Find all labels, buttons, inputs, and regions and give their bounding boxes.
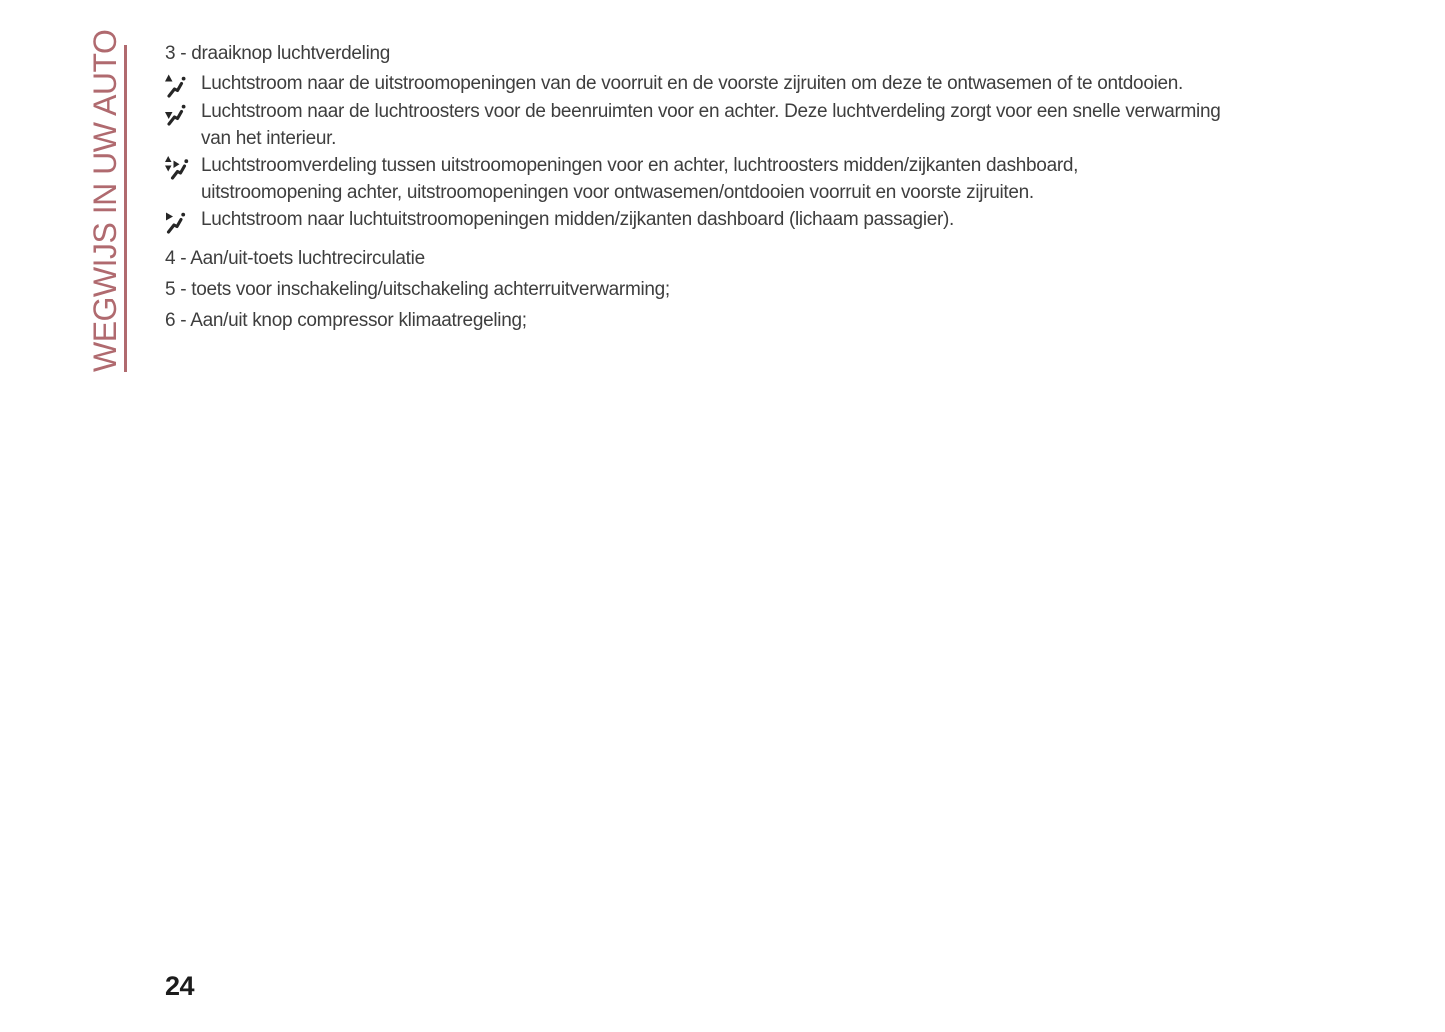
text-line: Luchtstroom naar luchtuitstroomopeningen midden/zijkanten dashboard (lichaam passagier). — [201, 209, 955, 230]
text-line: Luchtstroom naar de uitstroomopeningen van de voorruit en de voorste zijruiten om deze te ontwasemen of te ontdooien. — [201, 73, 1184, 94]
text-line: Luchtstroom naar de luchtroosters voor de beenruimten voor en achter. Deze luchtverdeling zorgt voor een snelle verwarming — [201, 101, 1221, 122]
manual-page-content — [164, 40, 1389, 336]
item-6-line: 6 - Aan/uit knop compressor klimaatregeling; — [165, 310, 527, 331]
text-line: van het interieur. — [201, 128, 337, 149]
airflow-item-dashboard — [164, 206, 1389, 234]
airflow-item-text — [201, 152, 1389, 206]
numbered-items-list — [164, 243, 1389, 336]
airflow-item-windshield — [164, 70, 1389, 98]
sidebar-rule-divider — [124, 45, 127, 372]
airflow-distribution-icon — [164, 152, 201, 180]
airflow-windshield-icon — [164, 70, 201, 98]
airflow-item-text — [201, 206, 1389, 233]
airflow-item-text — [201, 70, 1389, 97]
airflow-item-footwell — [164, 98, 1389, 152]
page-number: 24 — [165, 971, 195, 1001]
airflow-dashboard-icon — [164, 206, 201, 234]
item-3-heading: 3 - draaiknop luchtverdeling — [165, 43, 391, 64]
text-line: uitstroomopening achter, uitstroomopeningen voor ontwasemen/ontdooien voorruit en voorste zijruiten. — [201, 182, 1034, 203]
text-line: Luchtstroomverdeling tussen uitstroomopeningen voor en achter, luchtroosters midden/zijkanten dashboard, — [201, 155, 1079, 176]
item-5-line: 5 - toets voor inschakeling/uitschakeling achterruitverwarming; — [165, 279, 670, 300]
airflow-footwell-icon — [164, 98, 201, 126]
item-4-line: 4 - Aan/uit-toets luchtrecirculatie — [165, 248, 425, 269]
airflow-item-distribution — [164, 152, 1389, 206]
airflow-item-text — [201, 98, 1389, 152]
sidebar-section-label: WEGWIJS IN UW AUTO — [87, 29, 123, 372]
